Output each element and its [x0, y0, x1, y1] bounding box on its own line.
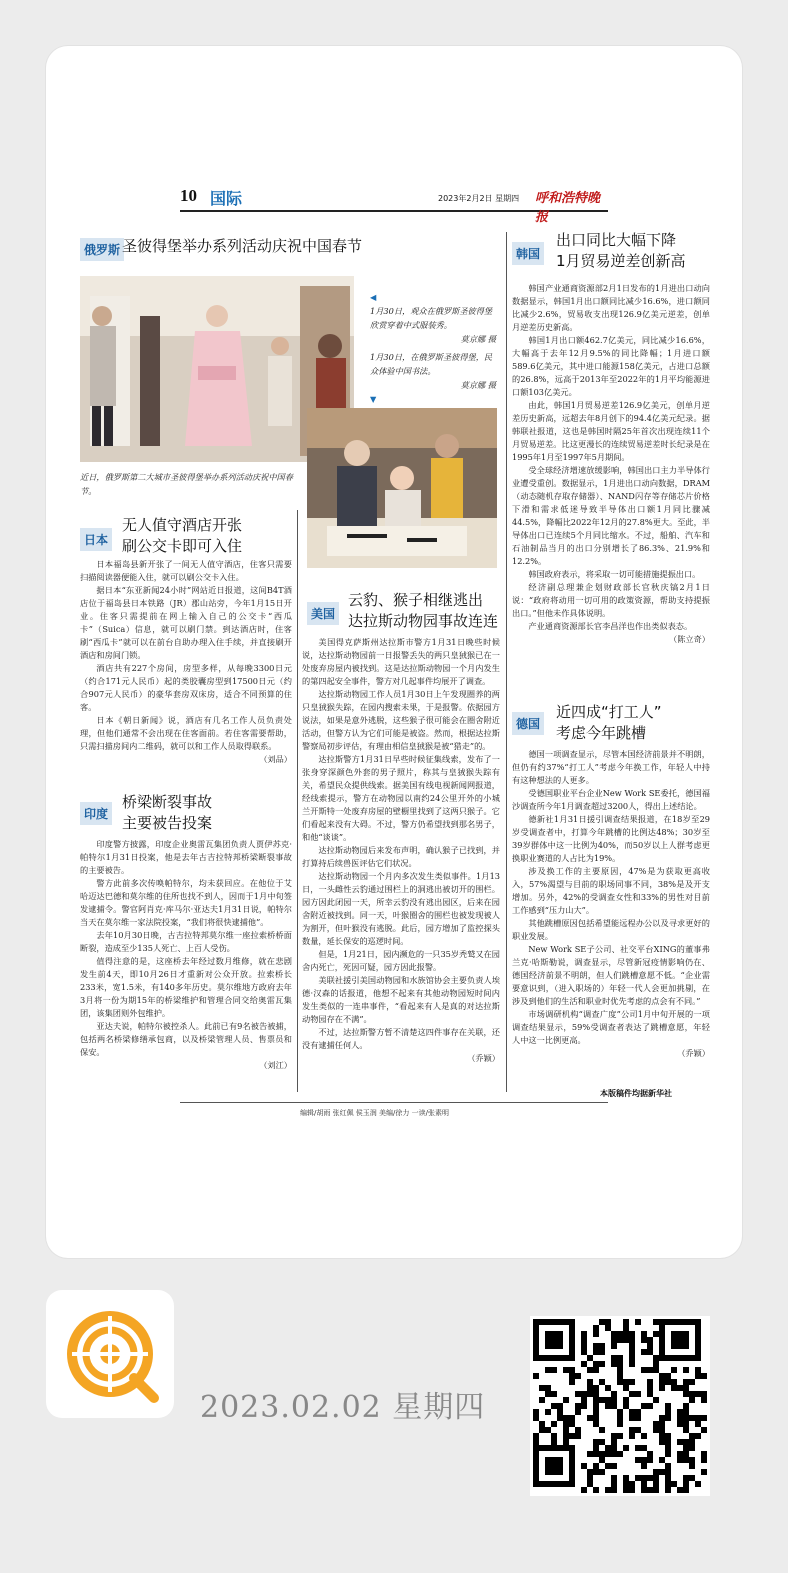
bottom-rule [180, 1102, 608, 1103]
usa-headline: 云豹、猴子相继逃出 达拉斯动物园事故连连 [348, 591, 499, 630]
byline: （乔颖） [677, 1048, 710, 1058]
paragraph: 市场调研机构“调查广度”公司1月中旬开展的一项调查结果显示，59%受调查者表达了跳槽意愿，年轻人中这一比例更高。 [512, 1009, 710, 1045]
page-number: 10 [180, 186, 197, 205]
section-title: 国际 [210, 189, 243, 208]
byline: （陈立奇） [669, 634, 710, 644]
country-tag-russia: 俄罗斯 [80, 238, 124, 261]
paragraph: 不过，达拉斯警方暂不清楚这四件事存在关联，还没有逮捕任何人。 [302, 1027, 500, 1050]
country-tag-india: 印度 [80, 802, 112, 825]
paragraph: 达拉斯动物园工作人员1月30日上午发现圈养的两只皇狨猴失踪，在园内搜索未果，于是报警。依据园方说法，如果是意外逃脱，这些猴子很可能会在圈舍附近活动，但警方认为它们可能是被盗。然而，根据达拉斯警察局初步评估，有理由相信皇狨猴是被“猎走”的。 [302, 689, 500, 751]
paragraph: 韩国1月出口额462.7亿美元，同比减少16.6%，大幅高于去年12月9.5%的同比降幅；1月进口额589.6亿美元，其中进口能源158亿美元，占进口总额的26.8%，远高于2013年至2022年的1月平均能源进口额103亿美元。 [512, 335, 710, 397]
paragraph: 达拉斯警方1月31日早些时候征集线索，发布了一张身穿深颜色外套的男子照片，称其与皇狨猴失踪有关，希望民众提供线索。据美国有线电视新闻网报道，经线索提示，警方在动物园以南约24公里开外的小城兰开斯特一处废弃房屋的壁橱里找到了这两只猴子。它们看起来没有大碍。不过，警方仍希望找到那名男子，和他“谈谈”。 [302, 754, 500, 842]
japan-headline: 无人值守酒店开张 刷公交卡即可入住 [122, 516, 243, 555]
paragraph: 德国一项调查显示，尽管本国经济前景并不明朗，但仍有约37%“打工人”考虑今年换工作，年轻人中持有这种想法的人更多。 [512, 749, 710, 785]
masthead-date: 2023年2月2日 星期四 [438, 194, 520, 203]
paragraph: 日本福岛县新开张了一间无人值守酒店，住客只需要扫描阅读器便能入住，就可以刷公交卡入住。 [80, 559, 292, 582]
paragraph: 日本《朝日新闻》说，酒店有几名工作人员负责处理，但他们通常不会出现在住客面前。若住客需要帮助，只需扫描房间内二维码，就可以和工作人员取得联系。 [80, 715, 292, 751]
paragraph: 其他跳槽原因包括希望能远程办公以及寻求更好的职业发展。 [512, 918, 710, 941]
paragraph: 印度警方披露，印度企业奥雷瓦集团负责人贾伊苏克·帕特尔1月31日投案，他是去年古吉拉特邦桥梁断裂事故的主要被告。 [80, 839, 292, 875]
paragraph: 亚达夫说，帕特尔被控杀人。此前已有9名被告被捕，包括两名桥梁修缮承包商，以及桥梁管理人员、售票员和保安。 [80, 1021, 292, 1057]
arrow-down-icon: ▼ [370, 394, 377, 404]
magnifier-logo-icon [46, 1290, 174, 1418]
paragraph: 美国得克萨斯州达拉斯市警方1月31日晚些时候说，达拉斯动物园前一日报警丢失的两只皇狨猴已在一处废弃房屋内被找到。这是达拉斯动物园一个月内发生的第四起安全事件，警方对几起事件均展开了调查。 [302, 637, 500, 686]
caption-fashion [370, 290, 496, 346]
caption-calligraphy [370, 350, 496, 406]
germany-article [512, 748, 710, 1088]
app-logo [46, 1290, 174, 1418]
caption-text: 1月30日，观众在俄罗斯圣彼得堡欣赏穿着中式服装秀。 [370, 306, 493, 330]
paragraph: 由此，韩国1月贸易逆差126.9亿美元，创单月逆差历史新高，远超去年8月创下的94.4亿美元纪录。据韩联社报道，这也是韩国时隔25年首次出现连续11个月贸易逆差。比这更漫长的连续贸易逆差时长纪录是在1995年1月至1997年5月期间。 [512, 400, 710, 462]
country-tag-usa: 美国 [307, 602, 339, 625]
paragraph: 涉及换工作的主要原因，47%是为获取更高收入，57%渴望与目前的职场同事不同，38%是及开支增加。另外，42%的受调查女性和33%的男性对目前工作感到“压力山大”。 [512, 866, 710, 915]
byline: （刘江） [259, 1060, 292, 1070]
source-credit: 本版稿件均据新华社 [600, 1089, 672, 1098]
qr-code-icon[interactable] [530, 1316, 710, 1496]
germany-headline: 近四成“打工人” 考虑今年跳槽 [556, 703, 662, 742]
country-tag-japan: 日本 [80, 528, 112, 551]
india-article [80, 838, 292, 1096]
paragraph: 产业通商资源部长官李昌洋也作出类似表态。 [528, 621, 693, 631]
paragraph: 达拉斯动物园一个月内多次发生类似事件。1月13日，一头雌性云豹通过围栏上的洞逃出被切开的围栏。园方因此闭园一天，所幸云豹没有逃出园区，后来在园舍附近被找到。同一天，叶猴圈舍的围栏也被发现被人为割开，但叶猴没有逃脱。此后，园方增加了监控探头数量，延长保安的巡逻时间。 [302, 871, 500, 946]
paragraph: 受德国职业平台企业New Work SE委托，德国福沙调查所今年1月调查超过3200人，得出上述结论。 [512, 788, 710, 811]
paragraph: 酒店共有227个房间，房型多样，从每晚3300日元（约合171元人民币）起的类胶囊房型到17500日元（约合907元人民币）的豪华套房双床房，适合不同预算的住客。 [80, 663, 292, 712]
column-divider [297, 510, 298, 1092]
newspaper-brand: 呼和浩特晚报 [535, 191, 601, 225]
paragraph: 美联社援引美国动物园和水族馆协会主要负责人埃德·汉森的话报道，他想不起来有其他动物园短时间内发生类似的一连串事件，“看起来有人是真的对达拉斯动物园存在不满”。 [302, 975, 500, 1024]
korea-headline: 出口同比大幅下降 1月贸易逆差创新高 [556, 231, 686, 270]
paragraph: 受全球经济增速放缓影响，韩国出口主力半导体行业遭受重创。数据显示，1月进出口动向数据，DRAM（动态随机存取存储器）、NAND闪存等存储芯片价格下滑和需求低迷导致半导体出口额1月同比骤减44.5%，降幅比2022年12月的27.8%更大。至此，半导体出口已连续5个月同比缩水。不过，船舶、汽车和石油制品当月的出口分别增长了86.3%、21.9%和12.2%。 [512, 465, 710, 566]
calligraphy-photo [307, 408, 497, 568]
paragraph: 但是，1月21日，园内濒危的一只35岁秃鹫又在园舍内死亡，死因可疑，园方因此报警。 [302, 949, 500, 972]
masthead [180, 186, 608, 225]
country-tag-germany: 德国 [512, 712, 544, 735]
paragraph: 韩国政府表示，将采取一切可能措施提振出口。 [528, 569, 701, 579]
editor-credits: 编辑/胡雨 张红佩 侯玉润 美编/徐力 一读/张素明 [300, 1109, 449, 1117]
paragraph: 值得注意的是，这座桥去年经过数月维修，就在悲剧发生前4天，即10月26日才重新对公众开放。拉索桥长233米，宽1.5米，有140多年历史。莫尔维地方政府去年3月将一份为期15年的桥梁维护和管理合同交给奥雷瓦集团，该集团则外包维护。 [80, 956, 292, 1018]
caption-credit: 莫京娜 摄 [460, 334, 496, 344]
column-divider [506, 232, 507, 1092]
japan-article [80, 558, 292, 772]
usa-article [302, 636, 500, 1096]
paragraph: 经济副总理兼企划财政部长官秋庆镐2月1日说：“政府将动用一切可用的政策资源，帮助支持提振出口。”但他未作具体说明。 [512, 582, 710, 618]
caption-overall: 近日，俄罗斯第二大城市圣彼得堡举办系列活动庆祝中国春节。 [80, 472, 293, 496]
paragraph: 去年10月30日晚，古吉拉特邦莫尔维一座拉索桥桥面断裂，造成至少135人死亡、上百人受伤。 [80, 930, 292, 953]
paragraph: 韩国产业通商资源部2月1日发布的1月进出口动向数据显示，韩国1月出口额同比减少16.6%，进口额同比减少2.6%，贸易收支出现126.9亿美元逆差，创单月逆差历史新高。 [512, 283, 710, 332]
paragraph: 警方此前多次传唤帕特尔，均未获回应。在他位于艾哈迈达巴德和莫尔维的住所也找不到人，因而于1月中旬签发逮捕令。警官阿肖克·库马尔·亚达夫1月31日说，帕特尔当天在莫尔维一家法院投案，“我们将很快逮捕他”。 [80, 878, 292, 927]
caption-text: 1月30日，在俄罗斯圣彼得堡，民众体验中国书法。 [370, 352, 493, 376]
byline: （刘品） [259, 754, 292, 764]
paragraph: New Work SE子公司、社交平台XING的董事弗兰克·哈斯勒说，调查显示，尽管新冠疫情影响仍在、德国经济前景不明朗，但人们跳槽意愿不低。“企业需要意识到，（进入职场的）年轻一代人会更加挑剔，在涉及到他们的生活和职业时优先考虑的点会有不同。” [512, 944, 710, 1006]
country-tag-korea: 韩国 [512, 242, 544, 265]
paragraph: 德新社1月31日援引调查结果报道，在18岁至29岁受调查者中，打算今年跳槽的比例达48%；30岁至39岁群体中这一比例为40%，而50岁以上人群考虑更换职业赛道的人占比为19%。 [512, 814, 710, 863]
byline: （乔颖） [467, 1053, 500, 1063]
paragraph: 达拉斯动物园后来发布声明，确认猴子已找到，并打算持后续兽医评估它们状况。 [302, 845, 500, 868]
korea-article [512, 282, 710, 674]
russia-headline: 圣彼得堡举办系列活动庆祝中国春节 [122, 237, 363, 255]
arrow-left-icon: ◀ [370, 292, 377, 302]
caption-credit: 莫京娜 摄 [460, 380, 496, 390]
share-date: 2023.02.02 星期四 [200, 1390, 486, 1425]
paragraph: 据日本“东亚新闻24小时”网站近日报道，这间B4T酒店位于福岛县日本铁路（JR）郡山站旁，今年1月15日开业。住客只需提前在网上输入自己的公交卡“西瓜卡”（Suica）信息，就可以刷门禁。到达酒店时，住客刷“西瓜卡”就可以在前台自助办理入住手续，并直接刷开酒店和房间门锁。 [80, 585, 292, 660]
india-headline: 桥梁断裂事故 主要被告投案 [122, 793, 213, 832]
